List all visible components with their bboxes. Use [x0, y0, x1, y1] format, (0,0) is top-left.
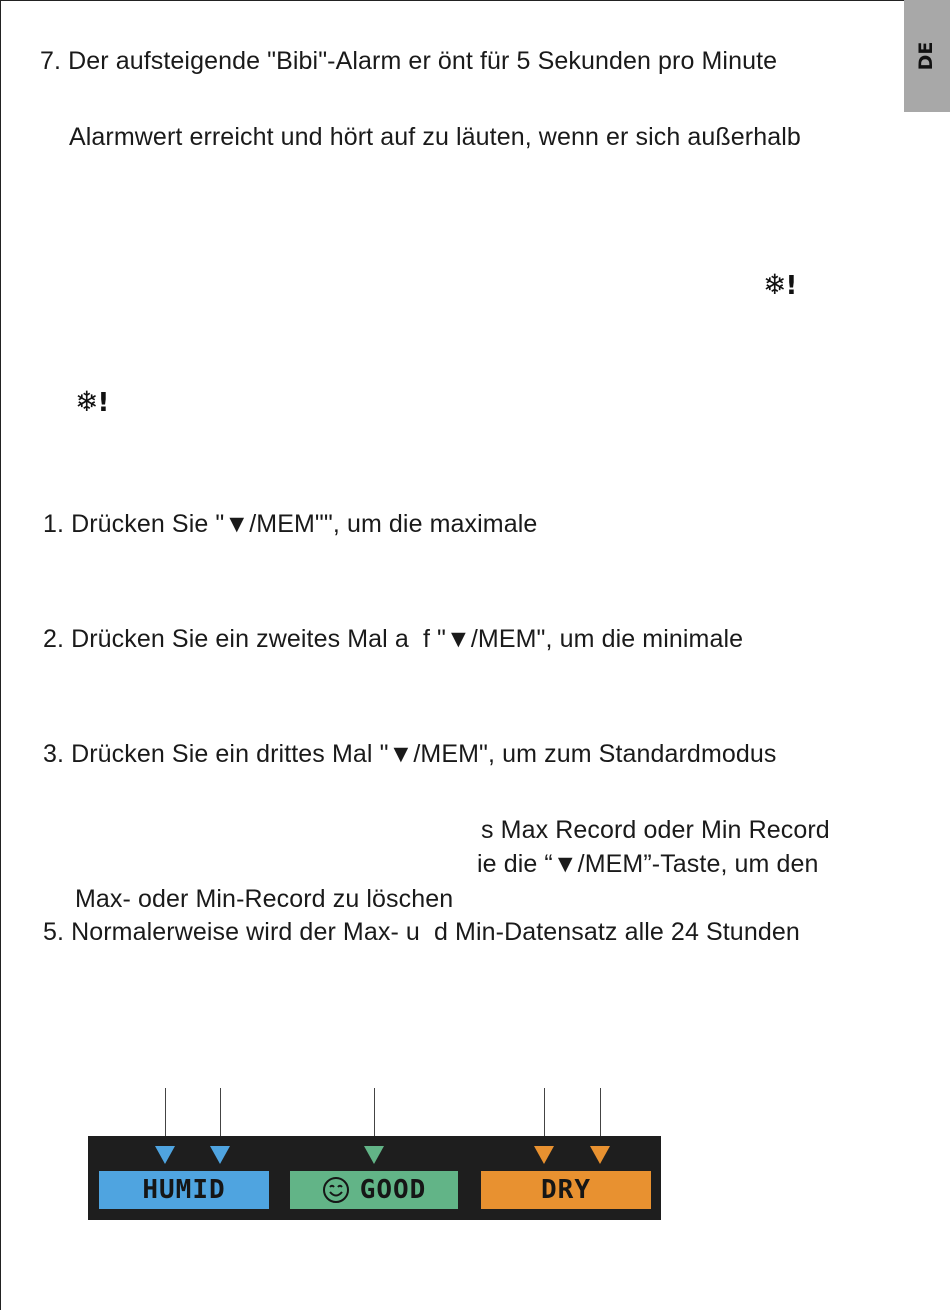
step-1: 1. Drücken Sie "▼/MEM"", um die maximale	[43, 510, 538, 538]
language-tab-label: DE	[915, 41, 937, 71]
pointer-humid-2-icon	[210, 1146, 230, 1164]
dry-label: DRY	[541, 1175, 591, 1205]
alarm-line-2: Alarmwert erreicht und hört auf zu läuten, wenn er sich außerhalb	[69, 123, 801, 151]
snowflake-alarm-icon: ❄!	[763, 268, 798, 301]
humid-label: HUMID	[142, 1175, 226, 1205]
alarm-line-1: 7. Der aufsteigende "Bibi"-Alarm er önt für 5 Sekunden pro Minute	[40, 47, 778, 75]
pointer-good-icon	[364, 1146, 384, 1164]
step-4-line-2: ie die “▼/MEM”-Taste, um den	[477, 850, 819, 878]
pointer-dry-2-icon	[590, 1146, 610, 1164]
step-4-line-3: Max- oder Min-Record zu löschen	[75, 885, 454, 913]
smiley-icon	[322, 1176, 350, 1204]
good-band	[290, 1171, 458, 1209]
humid-band	[99, 1171, 269, 1209]
step-5: 5. Normalerweise wird der Max- u d Min-Datensatz alle 24 Stunden	[43, 918, 800, 946]
step-4-line-1: s Max Record oder Min Record	[481, 816, 830, 844]
pointer-humid-1-icon	[155, 1146, 175, 1164]
good-label: GOOD	[359, 1175, 427, 1205]
language-tab	[904, 0, 950, 112]
snowflake-alarm-icon-2: ❄!	[75, 385, 110, 418]
pointer-dry-1-icon	[534, 1146, 554, 1164]
step-3: 3. Drücken Sie ein drittes Mal "▼/MEM", um zum Standardmodus	[43, 740, 777, 768]
step-2: 2. Drücken Sie ein zweites Mal a f "▼/MEM", um die minimale	[43, 625, 744, 653]
dry-band	[481, 1171, 651, 1209]
